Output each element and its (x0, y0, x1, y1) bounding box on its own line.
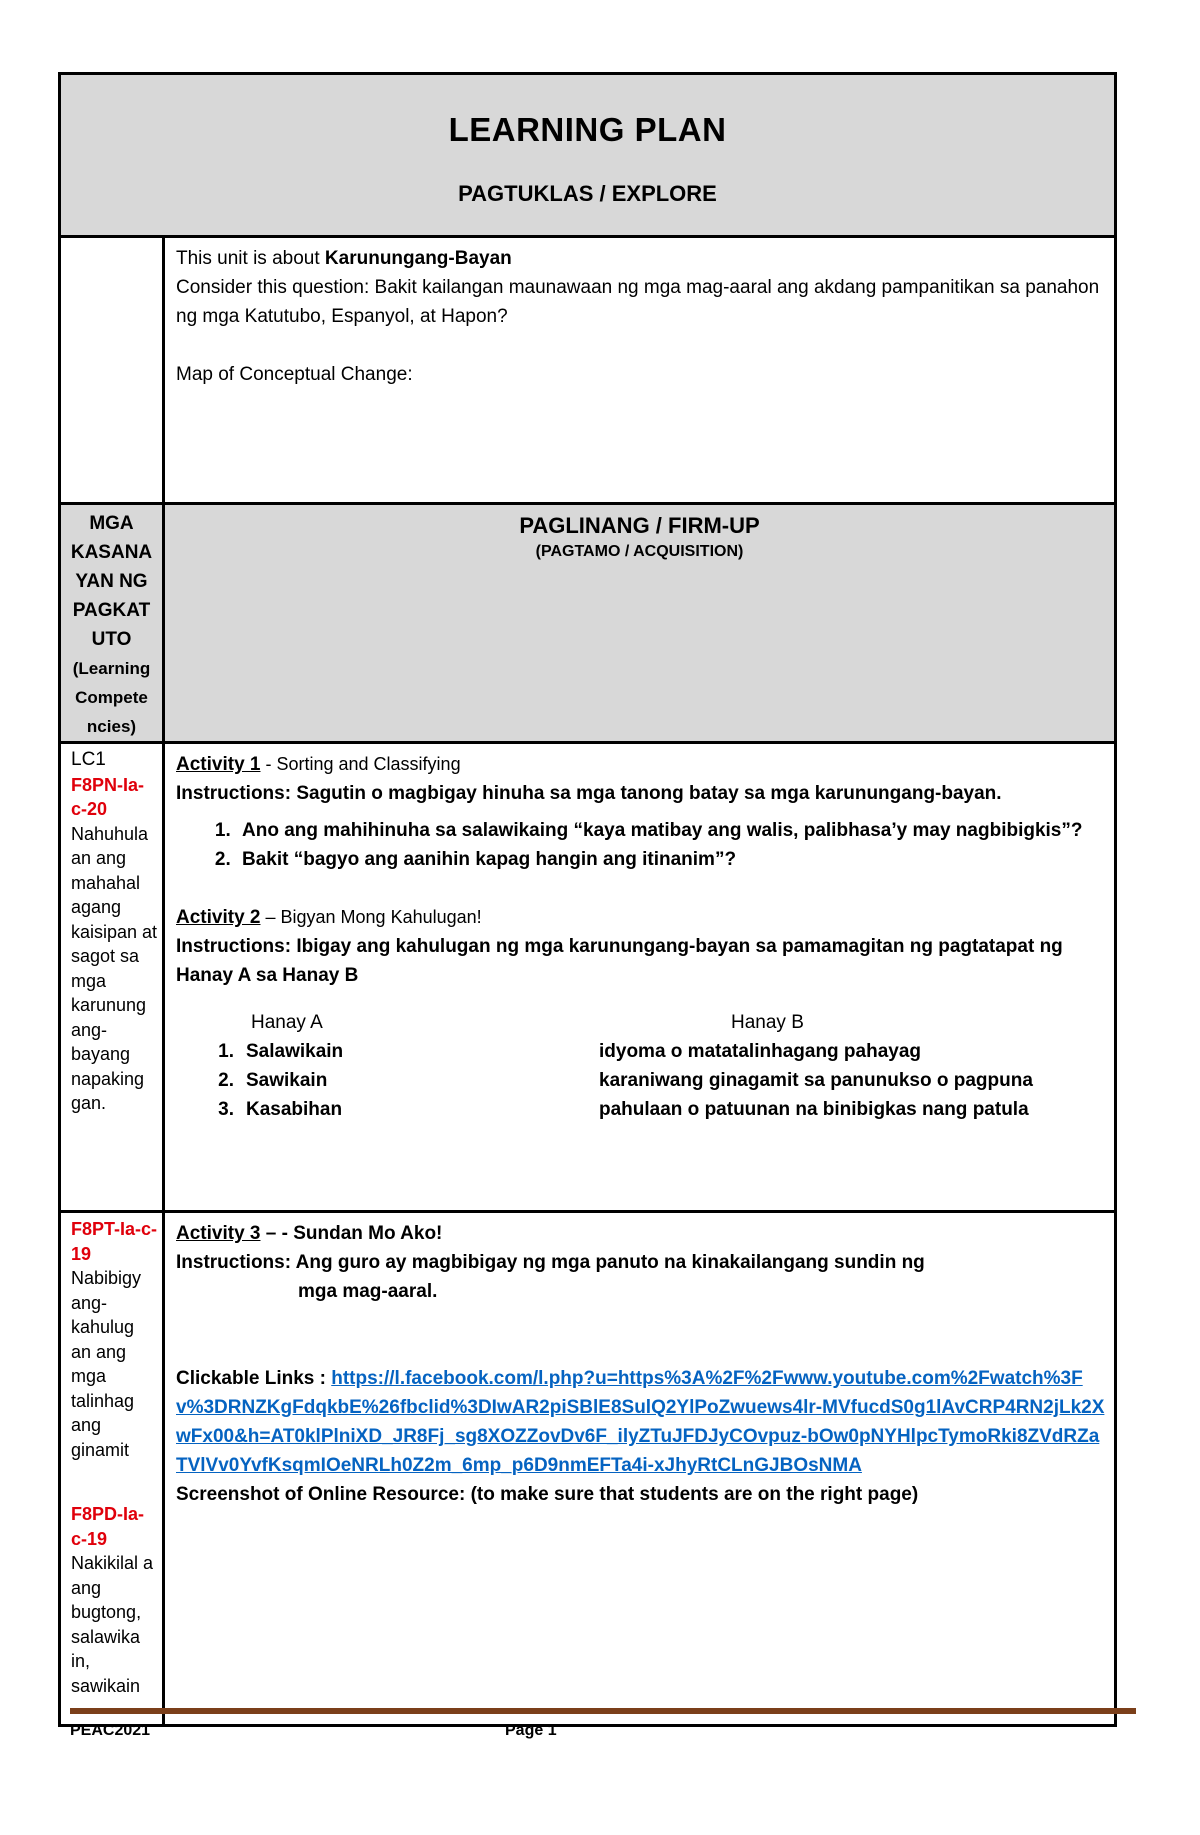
page-number: Page 1 (505, 1722, 557, 1739)
activity1-questions (176, 816, 1106, 874)
plan-subtitle: PAGTUKLAS / EXPLORE (458, 181, 717, 206)
footer-left-text: PEAC2021 (70, 1722, 151, 1739)
lc1-cell (60, 743, 164, 1212)
activity2-heading (176, 903, 1106, 932)
lc-heading-sub: (Learning Compete ncies) (72, 659, 151, 736)
table-row (176, 1037, 1106, 1066)
hanay-b-item: idyoma o matatalinhagang pahayag (599, 1041, 922, 1062)
activity1-title: - Sorting and Classifying (260, 754, 461, 774)
row-number: 1. (218, 1041, 234, 1062)
lc1-code: F8PN-Ia-c-20 (71, 774, 145, 819)
lc1-description: Nahuhula an ang mahahal agang kaisipan at sagot sa mga karunung ang-bayang napaking gan. (71, 823, 158, 1113)
screenshot-label: Screenshot of Online Resource: (to make sure that students are on the right page) (176, 1484, 919, 1505)
list-item: 2. Bakit “bagyo ang aanihin kapag hangin ang itinanim”? (236, 845, 1106, 874)
hanay-b-item: karaniwang ginagamit sa panunukso o pagpuna (599, 1070, 1033, 1091)
unit-topic: Karunungang-Bayan (324, 248, 512, 269)
learning-plan-table (58, 72, 1117, 1727)
activity-row-1 (60, 743, 1116, 1212)
unit-prefix: This unit is about (176, 248, 325, 269)
explore-left-cell (60, 237, 164, 504)
lc2-code-2: F8PD-Ia-c-19 (71, 1504, 145, 1549)
activities-1-2-cell (164, 743, 1116, 1212)
firmup-title: PAGLINANG / FIRM-UP (519, 513, 760, 538)
activity3-instructions-cont: mga mag-aaral. (298, 1281, 438, 1302)
activity3-cell (164, 1212, 1116, 1726)
hanay-a-item: Kasabihan (246, 1099, 343, 1120)
row-number: 3. (218, 1099, 234, 1120)
table-row (176, 1095, 1106, 1124)
hanay-a-item: Sawikain (246, 1070, 328, 1091)
activity3-title: – - Sundan Mo Ako! (260, 1223, 443, 1244)
hanay-headers (176, 1008, 1106, 1037)
lc2-description-1: Nabibigy ang-kahulug an ang mga talinhag ang ginamit (71, 1268, 142, 1460)
footer-divider (70, 1708, 1136, 1714)
map-label: Map of Conceptual Change: (176, 364, 413, 385)
lc2-description-2: Nakikilal a ang bugtong, salawika in, sawikain (71, 1553, 154, 1696)
explore-content-cell (164, 237, 1116, 504)
lc1-label: LC1 (71, 749, 106, 770)
resource-link[interactable]: https://l.facebook.com/l.php?u=https%3A%2F%2Fwww.youtube.com%2Fwatch%3Fv%3DRNZKgFdqkbE%26fbclid%3DIwAR2piSBlE8SulQ2YlPoZwuews4lr-MVfucdS0g1lAvCRP4RN2jLk2XwFx00&h=AT0klPlniXD_JR8Fj_sg8XOZZovDv6F_ilyZTuJFDJyCOvpuz-bOw0pNYHlpcTymoRki8ZVdRZaTVlVv0YvfKsqmIOeNRLh0Z2m_6mp_p6D9nmEFTa4i-xJhyRtCLnGJBOsNMA (176, 1368, 1105, 1476)
activity2-title: – Bigyan Mong Kahulugan! (260, 907, 482, 927)
header-row (60, 74, 1116, 237)
essential-question: Consider this question: Bakit kailangan maunawaan ng mga mag-aaral ang akdang pampanitikan sa panahon ng mga Katutubo, Espanyol, at Hapon? (176, 277, 1100, 327)
activity3-label: Activity 3 (176, 1223, 261, 1244)
activity2-label: Activity 2 (176, 907, 261, 928)
lc-heading-cell (60, 504, 164, 743)
firmup-header-row (60, 504, 1116, 743)
links-label: Clickable Links : (176, 1368, 332, 1389)
plan-title: LEARNING PLAN (448, 111, 727, 148)
explore-row (60, 237, 1116, 504)
activity2-instructions: Instructions: Ibigay ang kahulugan ng mga karunungang-bayan sa pamamagitan ng pagtatapat ng Hanay A sa Hanay B (176, 936, 1063, 986)
activity1-label: Activity 1 (176, 754, 261, 775)
activity3-instructions: Instructions: Ang guro ay magbibigay ng mga panuto na kinakailangang sundin ng (176, 1252, 925, 1273)
lc2-code-1: F8PT-Ia-c-19 (71, 1219, 158, 1264)
row-number: 2. (218, 1070, 234, 1091)
activity3-heading (176, 1219, 1106, 1248)
unit-line (176, 244, 1106, 273)
firmup-title-cell (164, 504, 1116, 743)
activity1-heading (176, 750, 1106, 779)
hanay-b-item: pahulaan o patuunan na binibigkas nang patula (599, 1099, 1029, 1120)
header-cell (60, 74, 1116, 237)
hanay-b-header: Hanay B (731, 1012, 804, 1033)
clickable-links (176, 1364, 1106, 1480)
hanay-a-header: Hanay A (251, 1012, 323, 1033)
hanay-a-item: Salawikain (246, 1041, 344, 1062)
lc-heading: MGA KASANA YAN NG PAGKAT UTO (70, 513, 153, 650)
activity1-instructions: Instructions: Sagutin o magbigay hinuha sa mga tanong batay sa mga karunungang-bayan. (176, 783, 1002, 804)
list-item: 1. Ano ang mahihinuha sa salawikaing “kaya matibay ang walis, palibhasa’y may nagbibigkis”? (236, 816, 1106, 845)
lc2-cell (60, 1212, 164, 1726)
activity-row-2 (60, 1212, 1116, 1726)
firmup-subtitle: (PAGTAMO / ACQUISITION) (535, 543, 744, 560)
table-row (176, 1066, 1106, 1095)
